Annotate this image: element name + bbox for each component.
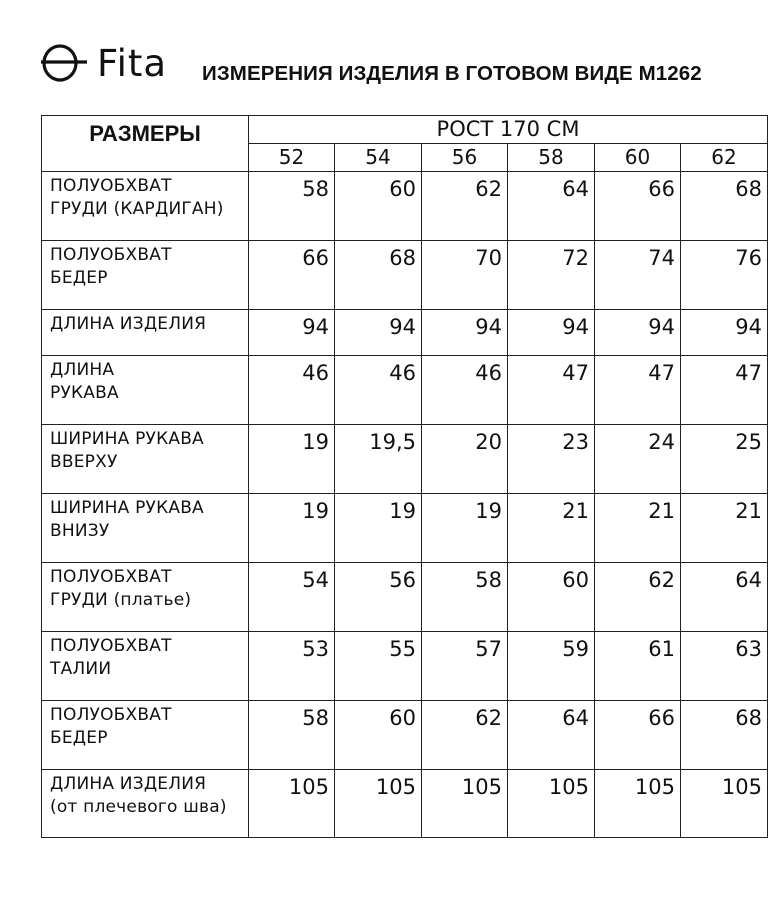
row-label-line2: БЕДЕР [50, 728, 108, 748]
size-header-60: 60 [595, 144, 681, 172]
row-label [42, 356, 249, 425]
table-row [42, 241, 768, 310]
value-cell-size-54: 56 [335, 563, 422, 632]
value-cell-size-58: 47 [508, 356, 595, 425]
value-cell-size-56: 105 [422, 770, 508, 838]
row-label-line2: РУКАВА [50, 383, 119, 403]
table-row [42, 770, 768, 838]
size-header-56: 56 [422, 144, 508, 172]
value-cell-size-60: 74 [595, 241, 681, 310]
value-cell-size-56: 94 [422, 310, 508, 356]
brand-name: Fita [97, 41, 168, 85]
header-row [42, 116, 768, 144]
size-header-62: 62 [681, 144, 768, 172]
value-cell-size-56: 20 [422, 425, 508, 494]
value-cell-size-54: 46 [335, 356, 422, 425]
row-label [42, 425, 249, 494]
value-cell-size-58: 23 [508, 425, 595, 494]
value-cell-size-56: 70 [422, 241, 508, 310]
table-row [42, 701, 768, 770]
row-label-line1: ПОЛУОБХВАТ [50, 567, 172, 587]
row-label-line2: ТАЛИИ [50, 659, 112, 679]
value-cell-size-54: 105 [335, 770, 422, 838]
value-cell-size-62: 21 [681, 494, 768, 563]
table-row [42, 563, 768, 632]
row-label-line2: ВВЕРХУ [50, 452, 118, 472]
value-cell-size-54: 19 [335, 494, 422, 563]
value-cell-size-62: 63 [681, 632, 768, 701]
brand-logo [41, 42, 167, 84]
row-label [42, 494, 249, 563]
value-cell-size-62: 47 [681, 356, 768, 425]
row-label-line1: ДЛИНА ИЗДЕЛИЯ [50, 314, 207, 334]
row-label-line1: ШИРИНА РУКАВА [50, 498, 204, 518]
value-cell-size-52: 66 [249, 241, 335, 310]
value-cell-size-62: 94 [681, 310, 768, 356]
value-cell-size-60: 47 [595, 356, 681, 425]
value-cell-size-52: 46 [249, 356, 335, 425]
row-label-line2: (от плечевого шва) [50, 797, 227, 817]
value-cell-size-52: 58 [249, 701, 335, 770]
value-cell-size-58: 59 [508, 632, 595, 701]
value-cell-size-52: 54 [249, 563, 335, 632]
row-label [42, 172, 249, 241]
row-label [42, 563, 249, 632]
value-cell-size-52: 53 [249, 632, 335, 701]
value-cell-size-58: 94 [508, 310, 595, 356]
value-cell-size-56: 58 [422, 563, 508, 632]
value-cell-size-54: 60 [335, 172, 422, 241]
size-header-54: 54 [335, 144, 422, 172]
value-cell-size-56: 46 [422, 356, 508, 425]
value-cell-size-52: 19 [249, 494, 335, 563]
value-cell-size-60: 66 [595, 701, 681, 770]
value-cell-size-54: 60 [335, 701, 422, 770]
value-cell-size-56: 19 [422, 494, 508, 563]
table-row [42, 310, 768, 356]
row-label-line1: ПОЛУОБХВАТ [50, 636, 172, 656]
value-cell-size-60: 94 [595, 310, 681, 356]
value-cell-size-52: 19 [249, 425, 335, 494]
value-cell-size-58: 60 [508, 563, 595, 632]
row-label [42, 310, 249, 356]
row-label-line2: ГРУДИ (платье) [50, 590, 192, 610]
sizes-header: РАЗМЕРЫ [89, 120, 201, 146]
value-cell-size-54: 19,5 [335, 425, 422, 494]
row-label [42, 241, 249, 310]
row-label-line1: ДЛИНА ИЗДЕЛИЯ [50, 774, 207, 794]
row-label-line1: ПОЛУОБХВАТ [50, 245, 172, 265]
row-label-line1: ШИРИНА РУКАВА [50, 429, 204, 449]
value-cell-size-60: 21 [595, 494, 681, 563]
height-header: РОСТ 170 СМ [249, 116, 768, 144]
value-cell-size-54: 55 [335, 632, 422, 701]
value-cell-size-62: 68 [681, 172, 768, 241]
row-label [42, 632, 249, 701]
measurement-table [41, 115, 768, 838]
value-cell-size-56: 57 [422, 632, 508, 701]
table-row [42, 494, 768, 563]
value-cell-size-60: 24 [595, 425, 681, 494]
value-cell-size-52: 58 [249, 172, 335, 241]
value-cell-size-54: 68 [335, 241, 422, 310]
value-cell-size-58: 105 [508, 770, 595, 838]
value-cell-size-58: 72 [508, 241, 595, 310]
value-cell-size-60: 66 [595, 172, 681, 241]
value-cell-size-62: 68 [681, 701, 768, 770]
value-cell-size-60: 62 [595, 563, 681, 632]
value-cell-size-62: 64 [681, 563, 768, 632]
table-row [42, 172, 768, 241]
measurement-table-body [42, 116, 768, 838]
value-cell-size-56: 62 [422, 172, 508, 241]
value-cell-size-52: 94 [249, 310, 335, 356]
size-header-52: 52 [249, 144, 335, 172]
value-cell-size-58: 21 [508, 494, 595, 563]
value-cell-size-60: 105 [595, 770, 681, 838]
row-label-line2: БЕДЕР [50, 268, 108, 288]
row-label [42, 770, 249, 838]
value-cell-size-62: 76 [681, 241, 768, 310]
table-row [42, 356, 768, 425]
fita-theta-logo-icon [41, 43, 87, 83]
value-cell-size-52: 105 [249, 770, 335, 838]
row-label [42, 701, 249, 770]
value-cell-size-58: 64 [508, 701, 595, 770]
row-label-line2: ГРУДИ (КАРДИГАН) [50, 199, 224, 219]
value-cell-size-62: 105 [681, 770, 768, 838]
row-label-line2: ВНИЗУ [50, 521, 110, 541]
value-cell-size-62: 25 [681, 425, 768, 494]
row-label-line1: ДЛИНА [50, 360, 115, 380]
value-cell-size-60: 61 [595, 632, 681, 701]
row-label-line1: ПОЛУОБХВАТ [50, 705, 172, 725]
table-row [42, 632, 768, 701]
sizes-header-cell [42, 116, 249, 172]
value-cell-size-58: 64 [508, 172, 595, 241]
row-label-line1: ПОЛУОБХВАТ [50, 176, 172, 196]
table-row [42, 425, 768, 494]
value-cell-size-56: 62 [422, 701, 508, 770]
size-header-58: 58 [508, 144, 595, 172]
document-title: ИЗМЕРЕНИЯ ИЗДЕЛИЯ В ГОТОВОМ ВИДЕ М1262 [202, 62, 702, 85]
value-cell-size-54: 94 [335, 310, 422, 356]
